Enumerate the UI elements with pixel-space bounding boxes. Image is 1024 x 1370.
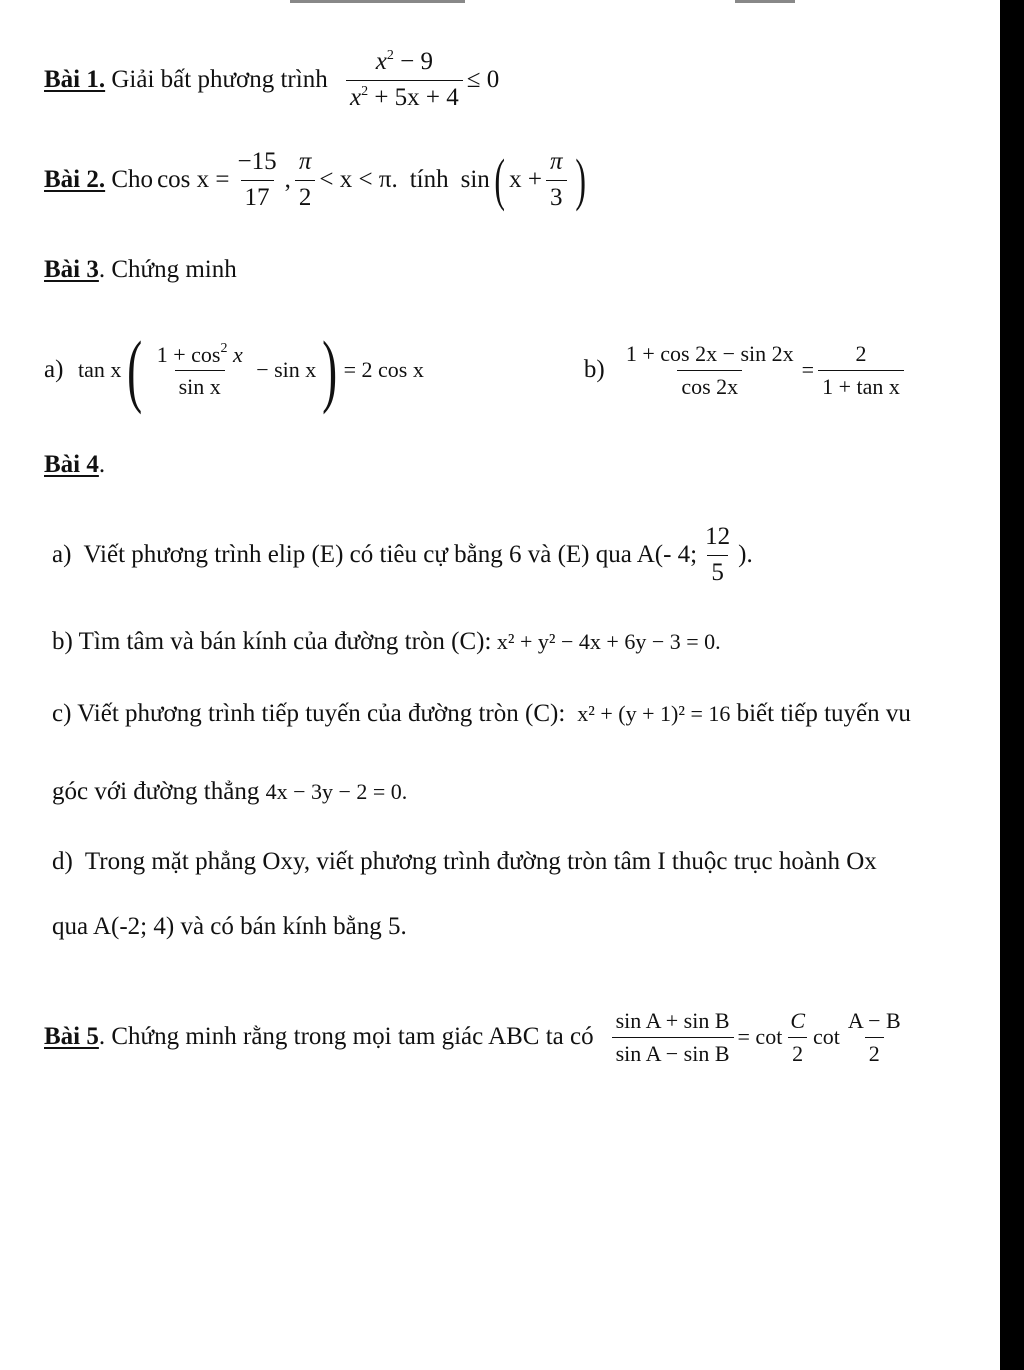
problem-5: Bài 5 . Chứng minh rằng trong mọi tam giác ABC ta có $\frac{\text{sin A + sin B}}{\text{sin A − sin B}}$ = cot $\frac{C}{2}$ cot $\frac{A - B}{2}$ xyxy=(44,995,1000,1079)
problem-4c-cont: góc với đường thẳng 4x − 3y − 2 = 0. xyxy=(52,778,408,805)
problem-1-fraction: $\frac{x^2 - 9}{x^2 + 5x + 4}$ xyxy=(346,48,463,113)
problem-4b: b) Tìm tâm và bán kính của đường tròn (C): x² + y² − 4x + 6y − 3 = 0. xyxy=(52,628,721,655)
fraction-a-minus-b-2: $\frac{A - B}{2}$ xyxy=(847,1008,901,1066)
problem-3-parts: a) tan x ( $\frac{1 + \cos^2 x}{\text{sin x}}$ − sin x ) = 2 cos x b) $\frac{1 + \cos 2x - \sin 2x}{\cos 2x}$ = $\frac{2}{\text{1 + tan x}}$ xyxy=(44,320,1000,420)
problem-4d: d) Trong mặt phẳng Oxy, viết phương trình đường tròn tâm I thuộc trục hoành Ox xyxy=(52,848,877,875)
top-edge-mark xyxy=(290,0,465,3)
fraction-c-2: $\frac{C}{2}$ xyxy=(786,1008,809,1066)
problem-1 xyxy=(44,40,1000,120)
problem-4-label: Bài 4 xyxy=(44,451,99,478)
problem-4c: c) Viết phương trình tiếp tuyến của đường tròn (C): x² + (y + 1)² = 16 biết tiếp tuyến vu xyxy=(52,700,911,727)
fraction-5-left: $\frac{\text{sin A + sin B}}{\text{sin A − sin B}}$ xyxy=(612,1008,734,1066)
paren-right: ) xyxy=(574,147,586,212)
fraction-3b-right: $\frac{2}{\text{1 + tan x}}$ xyxy=(818,341,904,399)
fraction-3a: $\frac{1 + \cos^2 x}{\text{sin x}}$ xyxy=(156,340,243,399)
problem-4: Bài 4 . xyxy=(44,451,106,478)
top-edge-mark xyxy=(735,0,795,3)
problem-5-label: Bài 5 xyxy=(44,1023,99,1050)
fraction-pi-3: $\frac{\pi}{3}$ xyxy=(546,148,567,213)
fraction-neg15-17: $\frac{-15}{17}$ xyxy=(237,147,277,211)
problem-3: Bài 3 . Chứng minh xyxy=(44,256,237,283)
fraction-12-5: $\frac{12}{5}$ xyxy=(705,522,731,586)
part-a-label: a) xyxy=(44,356,64,383)
problem-4a: a) Viết phương trình elip (E) có tiêu cự bằng 6 và (E) qua A(- 4; $\frac{12}{5}$ ). xyxy=(52,522,753,586)
problem-1-text: Giải bất phương trình xyxy=(105,66,334,93)
problem-3-label: Bài 3 xyxy=(44,256,99,283)
problem-1-relation: ≤ 0 xyxy=(466,66,500,93)
fraction-pi-2: $\frac{\pi}{2}$ xyxy=(295,148,316,213)
problem-1-label: Bài 1. xyxy=(44,66,106,93)
problem-2-label: Bài 2. xyxy=(44,166,106,193)
problem-2: Bài 2. Cho cos x = $\frac{-15}{17}$ , $\frac{\pi}{2}$ < x < π. tính sin ( x + $\frac{\pi}{3}$ ) xyxy=(44,147,586,212)
problem-4d-cont: qua A(-2; 4) và có bán kính bằng 5. xyxy=(52,913,407,940)
fraction-3b-left: $\frac{1 + \cos 2x - \sin 2x}{\cos 2x}$ xyxy=(625,341,794,399)
paren-left: ( xyxy=(494,147,505,212)
part-b-label: b) xyxy=(583,356,605,383)
